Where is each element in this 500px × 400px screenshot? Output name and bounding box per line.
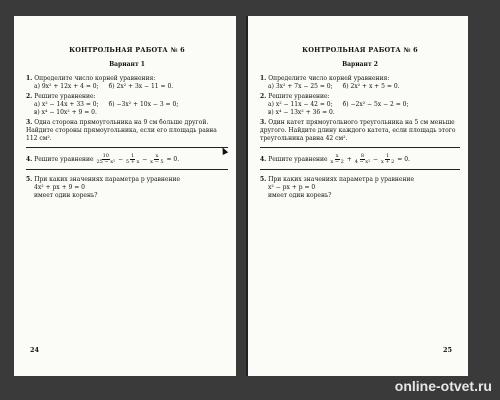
page-number: 25 [442,346,452,354]
fraction: $\frac{x}{x - 5}$ [150,153,164,165]
page-title: КОНТРОЛЬНАЯ РАБОТА № 6 [69,46,185,54]
fraction: $\frac{x}{x - 2}$ [330,153,344,165]
task-2: 2. Решите уравнение: а) x² − 11x − 42 = 0; б) −2x² − 5x − 2 = 0; в) x⁴ − 13x² + 36 = 0. [260,93,409,116]
divider [260,147,460,148]
fraction: $\frac{8}{\text{4 − x²}}$ [354,153,371,165]
task-4: 4. Решите уравнение $\frac{x}{x - 2}$ + $\frac{8}{\text{4 − x²}}$ − $\frac{1}{x + 2}$ = 0. [260,153,410,165]
fraction: $\frac{1}{x + 2}$ [380,153,395,165]
page-number: 24 [30,346,40,354]
left-page [14,16,236,376]
task-1: 1. Определите число корней уравнения: а) 9x² + 12x + 4 = 0; б) 2x² + 3x − 11 = 0. [26,75,174,90]
task-4: 4. Решите уравнение $\frac{10}{\text{25 − x²}}$ − $\frac{1}{5 + x}$ − $\frac{x}{x - 5}$ = 0. [26,153,180,165]
task-5: 5. При каких значениях параметра p уравнение x² − px + p = 0 имеет один корень? [260,176,415,199]
task-2: 2. Решите уравнение: а) x² − 14x + 33 = 0; б) −3x² + 10x − 3 = 0; в) x⁴ − 10x² + 9 = 0. [26,93,179,116]
variant-label: Вариант 1 [109,61,145,68]
task-5: 5. При каких значениях параметра p уравнение 4x² + px + 9 = 0 имеет один корень? [26,176,181,199]
variant-label: Вариант 2 [342,61,378,68]
page-title: КОНТРОЛЬНАЯ РАБОТА № 6 [302,46,418,54]
divider [260,169,460,170]
divider [26,169,228,170]
watermark: online-otvet.ru [394,378,492,394]
divider [26,147,228,148]
task-1: 1. Определите число корней уравнения: а) 3x² + 7x − 25 = 0; б) 2x² + x + 5 = 0. [260,75,400,90]
fraction: $\frac{1}{5 + x}$ [125,153,140,165]
fraction: $\frac{10}{\text{25 − x²}}$ [96,153,116,165]
task-3: 3. Одна сторона прямоугольника на 9 см больше другой. Найдите стороны прямоугольника, если его площадь равна 112 см². [26,119,217,142]
task-3: 3. Один катет прямоугольного треугольника на 5 см меньше другого. Найдите длину каждого катета, если площадь этого треугольника равна 42 см². [260,119,456,142]
right-page [246,16,468,376]
